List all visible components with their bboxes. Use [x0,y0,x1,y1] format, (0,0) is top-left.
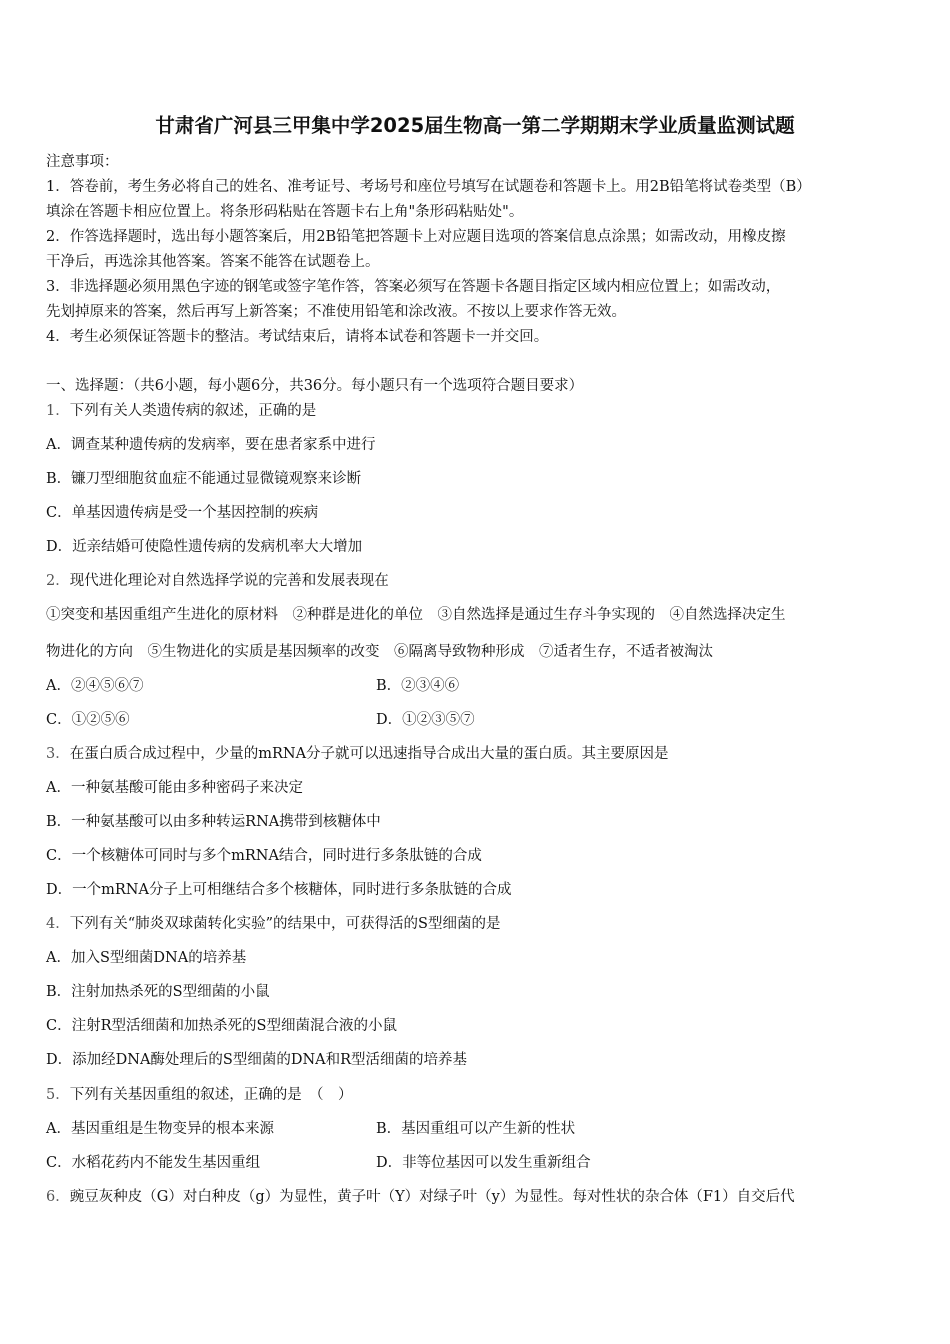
question-1 [46,401,316,421]
q2-items-line-2: 物进化的方向 ⑤生物进化的实质是基因频率的改变 ⑥隔离导致物种形成 ⑦适者生存，不适者被淘汰 [46,644,713,660]
notice-line-7: 4．考生必须保证答题卡的整洁。考试结束后，请将本试卷和答题卡一并交回。 [46,329,549,345]
notice-line-5: 3．非选择题必须用黑色字迹的钢笔或签字笔作答，答案必须写在答题卡各题目指定区域内相应位置上；如需改动， [46,279,781,295]
question-6 [46,1187,795,1207]
question-number: 5． [46,1087,70,1103]
q2-items-line-1: ①突变和基因重组产生进化的原材料 ②种群是进化的单位 ③自然选择是通过生存斗争实现的 ④自然选择决定生 [46,607,786,623]
question-stem: 豌豆灰种皮（G）对白种皮（g）为显性，黄子叶（Y）对绿子叶（y）为显性。每对性状的杂合体（F1）自交后代 [69,1189,795,1205]
q2-option-a: A．②④⑤⑥⑦ [46,678,144,694]
q1-option-c: C．单基因遗传病是受一个基因控制的疾病 [46,505,319,521]
page-title: 甘肃省广河县三甲集中学2025届生物高一第二学期期末学业质量监测试题 [155,114,795,137]
question-4 [46,914,501,934]
question-stem: 下列有关人类遗传病的叙述，正确的是 [69,403,317,419]
notice-line-3: 2．作答选择题时，选出每小题答案后，用2B铅笔把答题卡上对应题目选项的答案信息点涂黑；如需改动，用橡皮擦 [46,229,786,245]
question-stem: 在蛋白质合成过程中，少量的mRNA分子就可以迅速指导合成出大量的蛋白质。其主要原因是 [69,746,669,762]
q5-option-b: B．基因重组可以产生新的性状 [376,1121,576,1137]
notice-line-2: 填涂在答题卡相应位置上。将条形码粘贴在答题卡右上角"条形码粘贴处"。 [46,204,524,220]
question-number: 2． [46,573,70,589]
q1-option-d: D．近亲结婚可使隐性遗传病的发病机率大大增加 [46,539,363,555]
notice-line-6: 先划掉原来的答案，然后再写上新答案；不准使用铅笔和涂改液。不按以上要求作答无效。 [46,304,626,320]
q2-option-d: D．①②③⑤⑦ [376,712,475,728]
q3-option-a: A．一种氨基酸可能由多种密码子来决定 [46,780,303,796]
question-2 [46,571,389,591]
question-number: 6． [46,1189,70,1205]
notice-heading: 注意事项： [46,154,119,170]
q2-option-c: C．①②⑤⑥ [46,712,130,728]
question-number: 4． [46,916,70,932]
q2-option-b: B．②③④⑥ [376,678,460,694]
q5-option-c: C．水稻花药内不能发生基因重组 [46,1155,261,1171]
q4-option-a: A．加入S型细菌DNA的培养基 [46,950,247,966]
q1-option-a: A．调查某种遗传病的发病率，要在患者家系中进行 [46,437,376,453]
q4-option-d: D．添加经DNA酶处理后的S型细菌的DNA和R型活细菌的培养基 [46,1052,468,1068]
question-number: 1． [46,403,70,419]
question-stem: 下列有关基因重组的叙述，正确的是 （ ） [69,1087,353,1103]
section-heading: 一、选择题：（共6小题，每小题6分，共36分。每小题只有一个选项符合题目要求） [46,378,584,394]
q3-option-b: B．一种氨基酸可以由多种转运RNA携带到核糖体中 [46,814,381,830]
question-stem: 现代进化理论对自然选择学说的完善和发展表现在 [69,573,389,589]
q5-option-d: D．非等位基因可以发生重新组合 [376,1155,591,1171]
q4-option-c: C．注射R型活细菌和加热杀死的S型细菌混合液的小鼠 [46,1018,397,1034]
q3-option-d: D．一个mRNA分子上可相继结合多个核糖体，同时进行多条肽链的合成 [46,882,512,898]
q1-option-b: B．镰刀型细胞贫血症不能通过显微镜观察来诊断 [46,471,362,487]
question-number: 3． [46,746,70,762]
q5-option-a: A．基因重组是生物变异的根本来源 [46,1121,274,1137]
q3-option-c: C．一个核糖体可同时与多个mRNA结合，同时进行多条肽链的合成 [46,848,482,864]
question-5 [46,1085,352,1105]
q4-option-b: B．注射加热杀死的S型细菌的小鼠 [46,984,270,1000]
question-3 [46,744,669,764]
notice-line-4: 干净后，再选涂其他答案。答案不能答在试题卷上。 [46,254,380,270]
question-stem: 下列有关“肺炎双球菌转化实验”的结果中，可获得活的S型细菌的是 [69,916,501,932]
notice-line-1: 1．答卷前，考生务必将自己的姓名、准考证号、考场号和座位号填写在试题卷和答题卡上。用2B铅笔将试卷类型（B） [46,179,811,195]
